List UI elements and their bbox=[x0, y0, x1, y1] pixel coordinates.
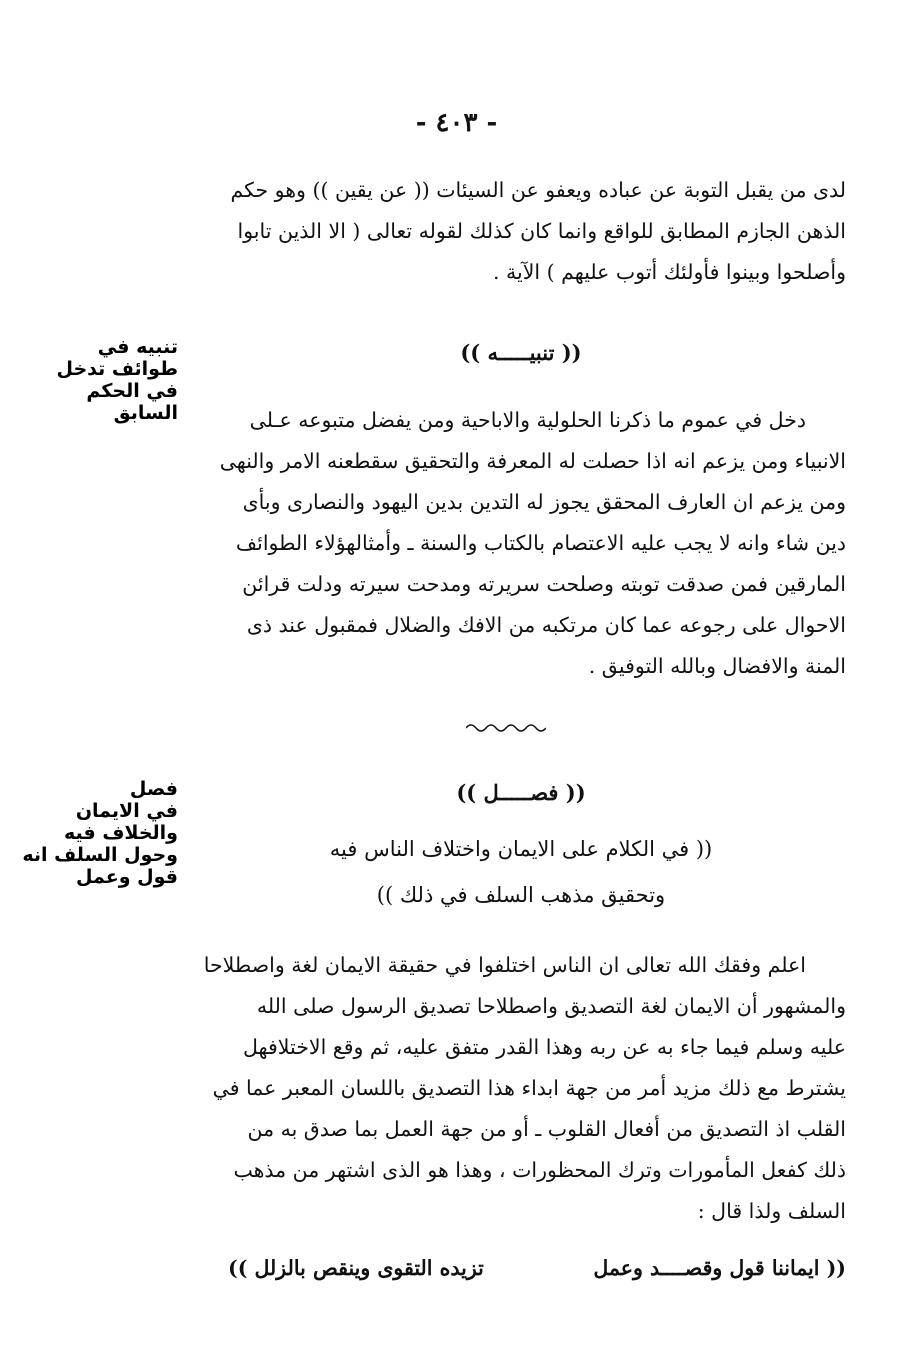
verse-second-hemistich: تزيده التقوى وينقص بالزلل )) bbox=[228, 1256, 484, 1280]
text-line: والمشهور أن الايمان لغة التصديق واصطلاحا تصديق الرسول صلى الله bbox=[256, 994, 846, 1018]
text-line: السلف ولذا قال : bbox=[697, 1199, 846, 1223]
margin-note-fasl bbox=[0, 778, 178, 888]
text-line: دين شاء وانه لا يجب عليه الاعتصام بالكتاب والسنة ـ وأمثالهؤلاء الطوائف bbox=[235, 531, 846, 555]
margin-note-line: في الحكم bbox=[86, 380, 178, 402]
text-line: ذلك كفعل المأمورات وترك المحظورات ، وهذا هو الذى اشتهر من مذهب bbox=[233, 1158, 846, 1182]
text-line: دخل في عموم ما ذكرنا الحلولية والاباحية ومن يفضل متبوعه عـلى bbox=[249, 408, 806, 432]
section-heading-tanbih: (( تنبيـــــه )) bbox=[460, 340, 582, 365]
text-line: الذهن الجازم المطابق للواقع وانما كان كذلك لقوله تعالى ( الا الذين تابوا bbox=[237, 219, 846, 243]
margin-note-tanbih bbox=[0, 336, 178, 424]
text-line: اعلم وفقك الله تعالى ان الناس اختلفوا في حقيقة الايمان لغة واصطلاحا bbox=[203, 953, 806, 977]
text-line: الانبياء ومن يزعم انه اذا حصلت له المعرفة والتحقيق سقطعنه الامر والنهى bbox=[219, 449, 846, 473]
subheading-line: (( في الكلام على الايمان واختلاف الناس فيه bbox=[329, 837, 713, 861]
margin-note-line: وحول السلف انه bbox=[22, 844, 178, 866]
subheading-line: وتحقيق مذهب السلف في ذلك )) bbox=[376, 883, 666, 907]
text-line: الاحوال على رجوعه عما كان مرتكبه من الافك والضلال فمقبول عند ذى bbox=[246, 613, 846, 637]
text-line: المنة والافضال وبالله التوفيق . bbox=[588, 654, 846, 678]
text-line: المارقين فمن صدقت توبته وصلحت سريرته ومدحت سيرته ودلت قرائن bbox=[242, 572, 846, 596]
section-heading-fasl: (( فصـــــل )) bbox=[456, 780, 586, 805]
paragraph-tanbih bbox=[196, 400, 846, 687]
section-subheading bbox=[196, 826, 846, 918]
margin-note-line: طوائف تدخل bbox=[56, 358, 178, 380]
section-divider-ornament bbox=[466, 722, 546, 734]
margin-note-line: قول وعمل bbox=[76, 866, 178, 888]
text-line: يشترط مع ذلك مزيد أمر من جهة ابداء هذا التصديق باللسان المعبر عما في bbox=[212, 1076, 846, 1100]
margin-note-line: تنبيه في bbox=[97, 336, 178, 358]
page-number: - ٤٠٣ - bbox=[415, 108, 498, 138]
text-line: عليه وسلم فيما جاء به عن ربه وهذا القدر متفق عليه، ثم وقع الاختلافهل bbox=[243, 1035, 846, 1059]
text-line: القلب اذ التصديق من أفعال القلوب ـ أو من جهة العمل بما صدق به من bbox=[247, 1117, 846, 1141]
paragraph-fasl bbox=[196, 945, 846, 1232]
text-line: لدى من يقبل التوبة عن عباده ويعفو عن السيئات (( عن يقين )) وهو حكم bbox=[230, 178, 846, 202]
text-line: وأصلحوا وبينوا فأولئك أتوب عليهم ) الآية . bbox=[492, 260, 846, 284]
margin-note-line: في الايمان bbox=[75, 800, 178, 822]
verse-first-hemistich: (( ايماننا قول وقصــــد وعمل bbox=[593, 1256, 846, 1280]
margin-note-line: فصل bbox=[129, 778, 178, 800]
margin-note-line: السابق bbox=[113, 402, 178, 424]
paragraph-continuation bbox=[196, 170, 846, 293]
margin-note-line: والخلاف فيه bbox=[64, 822, 178, 844]
text-line: ومن يزعم ان العارف المحقق يجوز له التدين بدين اليهود والنصارى وبأى bbox=[242, 490, 846, 514]
